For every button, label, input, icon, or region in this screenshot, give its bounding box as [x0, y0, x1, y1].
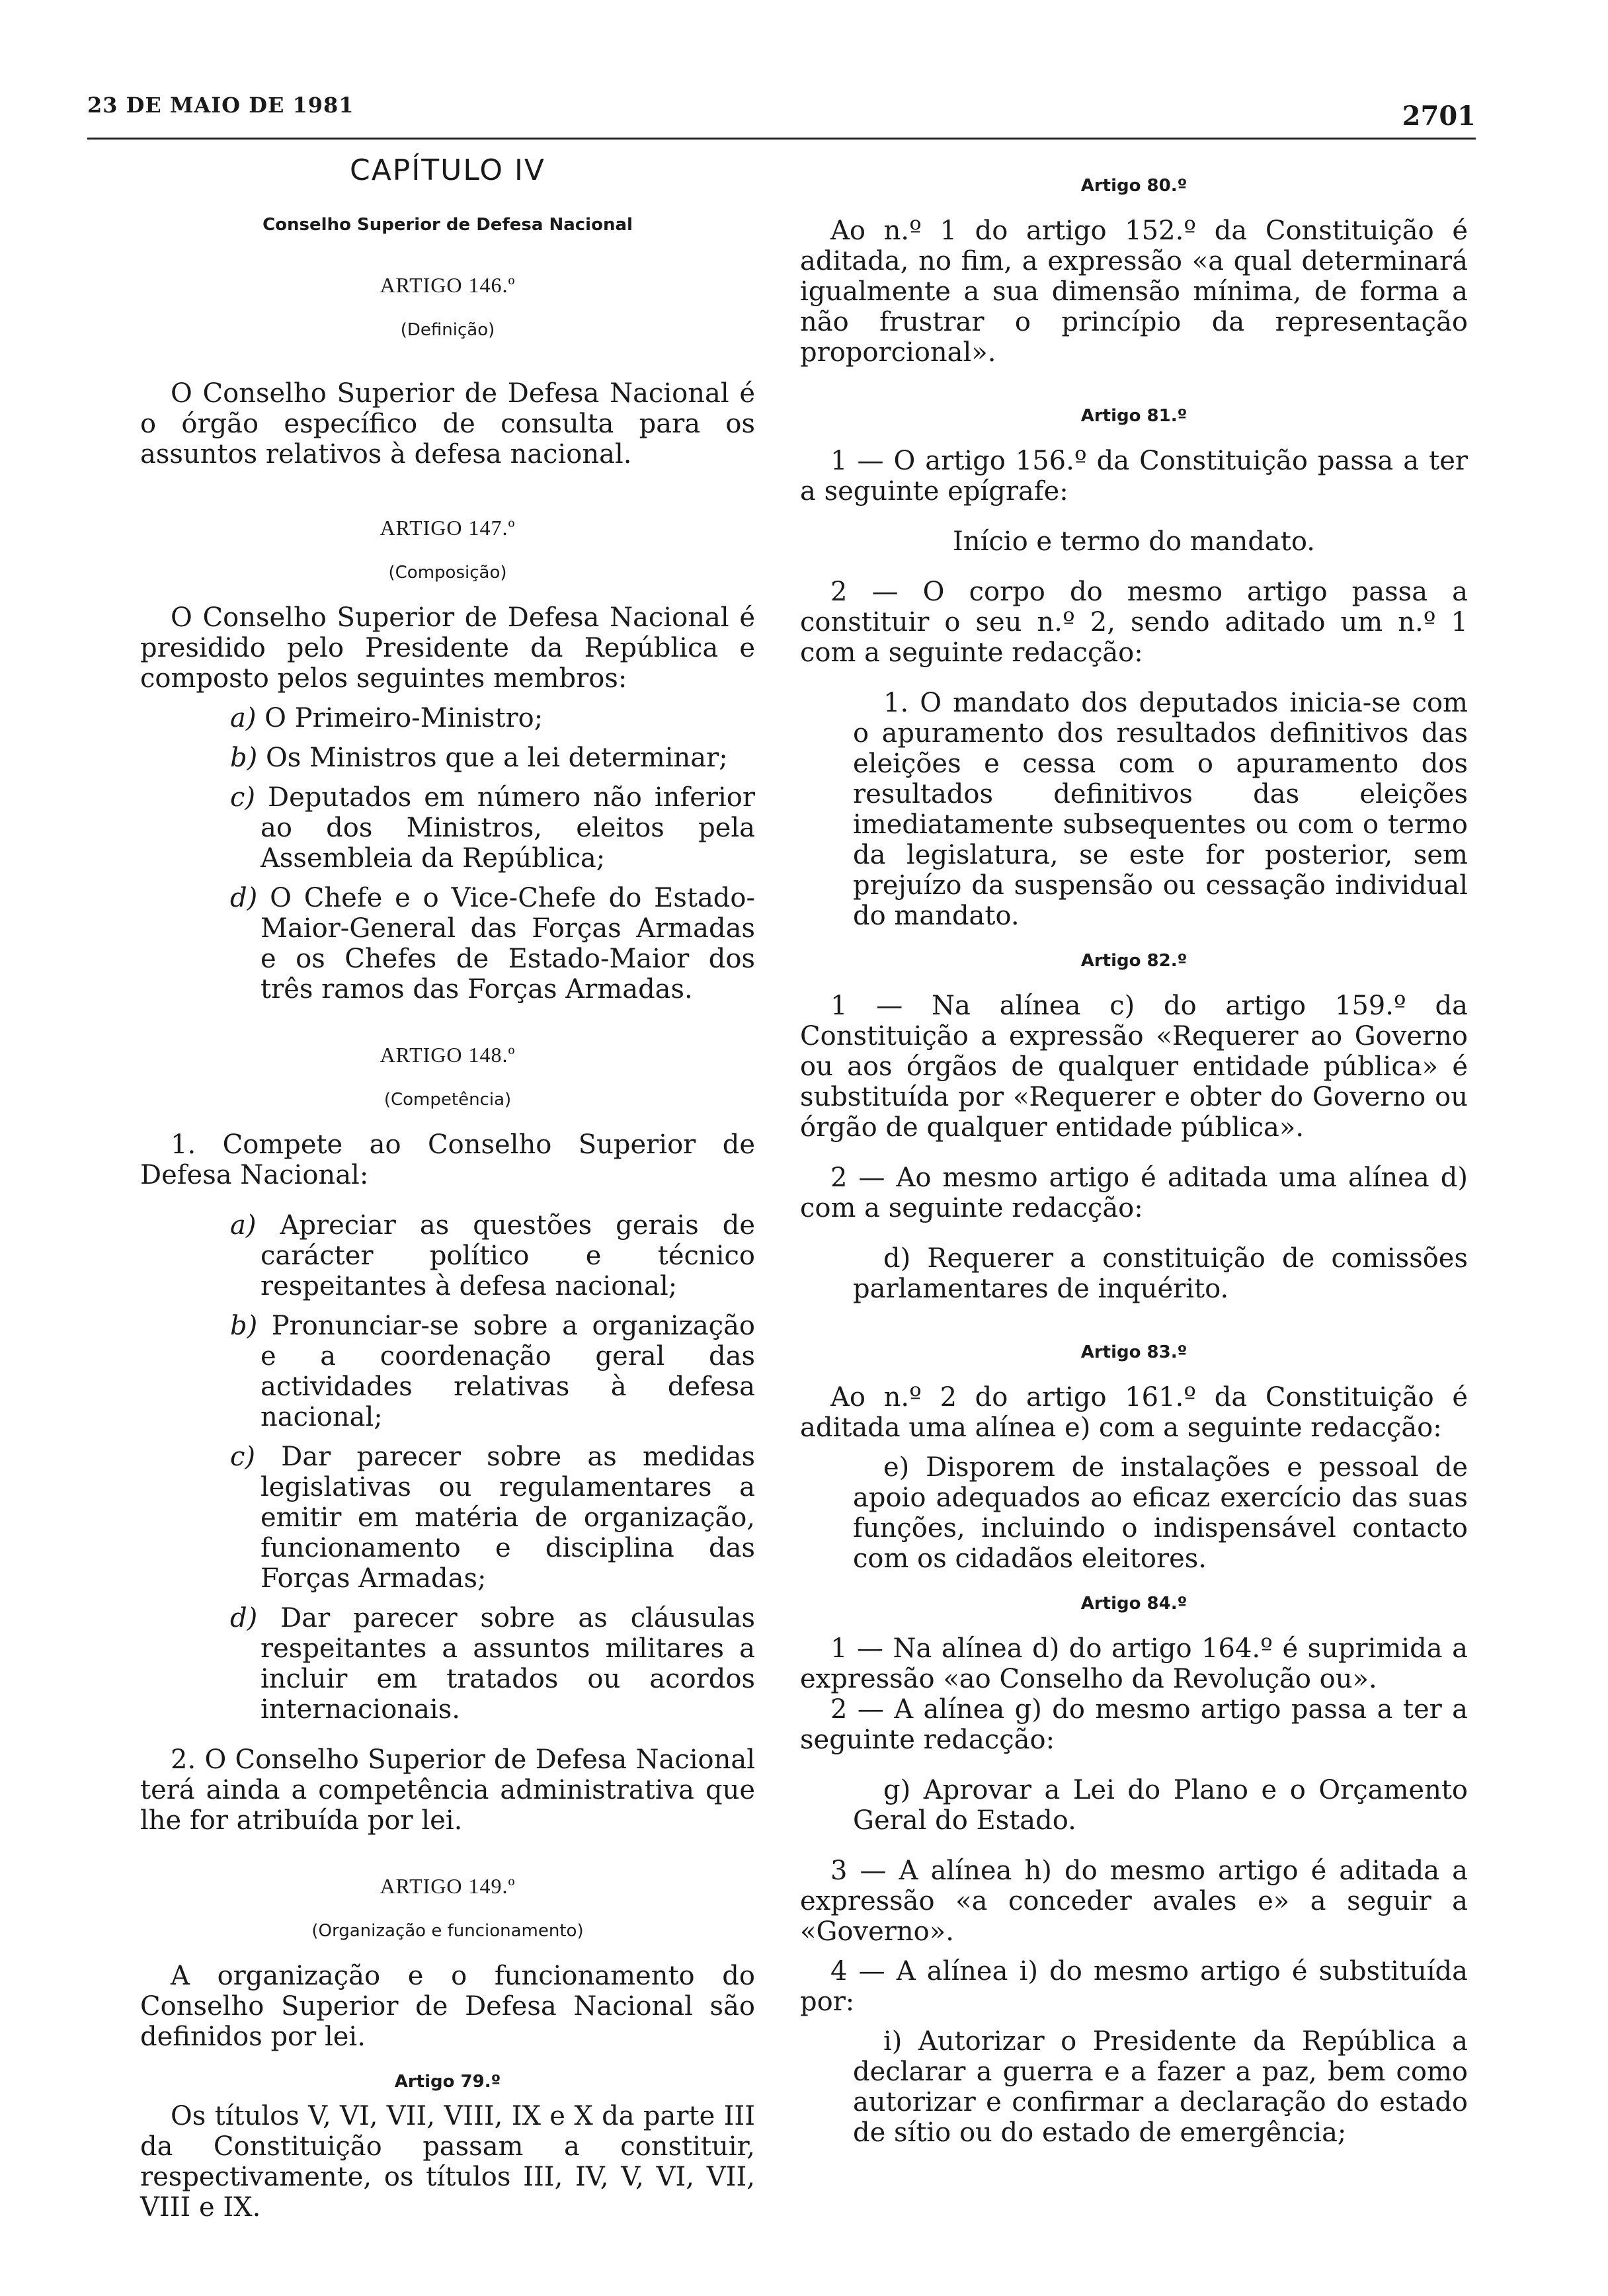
article-81-quote: 1. O mandato dos deputados inicia-se com o apuramento dos resultados definitivos das eleições e cessa com o apuramento dos resultados definitivos das eleições imediatamente subsequentes ou com o termo da legislatura, se este for posterior, sem prejuízo da suspensão ou cessação individual do mandato.: [853, 688, 1468, 931]
article-81-p1: 1 — O artigo 156.º da Constituição passa a ter a seguinte epígrafe:: [800, 446, 1468, 507]
article-147-subtitle: (Composição): [388, 563, 507, 583]
article-148-p1: 1. Compete ao Conselho Superior de Defesa Nacional:: [140, 1129, 755, 1190]
article-148-p2: 2. O Conselho Superior de Defesa Nacional terá ainda a competência administrativa que lhe for atribuída por lei.: [140, 1744, 755, 1836]
article-148-item: [140, 1442, 755, 1594]
article-147-item: [140, 743, 755, 773]
item-letter: d): [230, 883, 258, 913]
article-146-heading: ARTIGO 146.º: [380, 273, 516, 297]
item-letter: c): [230, 1442, 256, 1472]
article-147-item: [140, 883, 755, 1004]
article-83-text: Ao n.º 2 do artigo 161.º da Constituição é aditada uma alínea e) com a seguinte redacção:: [800, 1382, 1468, 1443]
article-81-p2: 2 — O corpo do mesmo artigo passa a constituir o seu n.º 2, sendo aditado um n.º 1 com a seguinte redacção:: [800, 577, 1468, 668]
item-text: Deputados em número não inferior ao dos Ministros, eleitos pela Assembleia da República;: [261, 782, 756, 874]
page-header: [87, 93, 1476, 139]
article-83-quote: e) Disporem de instalações e pessoal de apoio adequados ao eficaz exercício das suas funções, incluindo o indispensável contacto com os cidadãos eleitores.: [853, 1452, 1468, 1574]
item-letter: a): [230, 703, 257, 733]
article-81-heading: Artigo 81.º: [1080, 406, 1187, 426]
chapter-title: CAPÍTULO IV: [349, 153, 546, 187]
article-147-intro: O Conselho Superior de Defesa Nacional é presidido pelo Presidente da República e composto pelos seguintes membros:: [140, 602, 755, 694]
item-text: Os Ministros que a lei determinar;: [265, 743, 728, 773]
article-84-p3: 3 — A alínea h) do mesmo artigo é aditada a expressão «a conceder avales e» a seguir a «Governo».: [800, 1856, 1468, 1947]
article-84-p4: 4 — A alínea i) do mesmo artigo é substituída por:: [800, 1956, 1468, 2017]
item-letter: b): [230, 1311, 258, 1341]
page-number: 2701: [1402, 101, 1476, 132]
article-147-heading: ARTIGO 147.º: [380, 516, 516, 540]
item-text: Dar parecer sobre as medidas legislativas ou regulamentares a emitir em matéria de organização, funcionamento e disciplina das Forças Armadas;: [261, 1442, 756, 1594]
article-148-item: [140, 1311, 755, 1432]
article-82-p2: 2 — Ao mesmo artigo é aditada uma alínea d) com a seguinte redacção:: [800, 1163, 1468, 1223]
article-149-heading: ARTIGO 149.º: [380, 1874, 516, 1898]
article-80-text: Ao n.º 1 do artigo 152.º da Constituição é aditada, no fim, a expressão «a qual determinará igualmente a sua dimensão mínima, de forma a não frustrar o princípio da representação proporcional».: [800, 216, 1468, 368]
item-text: Apreciar as questões gerais de carácter político e técnico respeitantes à defesa nacional;: [261, 1210, 756, 1301]
section-title: Conselho Superior de Defesa Nacional: [262, 215, 633, 235]
article-148-heading: ARTIGO 148.º: [380, 1043, 516, 1067]
item-letter: b): [230, 743, 258, 773]
item-text: Dar parecer sobre as cláusulas respeitantes a assuntos militares a incluir em tratados ou acordos internacionais.: [261, 1603, 756, 1725]
article-84-p1: 1 — Na alínea d) do artigo 164.º é suprimida a expressão «ao Conselho da Revolução ou».: [800, 1633, 1468, 1694]
item-text: Pronunciar-se sobre a organização e a coordenação geral das actividades relativas à defesa nacional;: [261, 1311, 755, 1432]
article-147-item: [140, 703, 755, 733]
left-column: [140, 149, 755, 2223]
article-82-heading: Artigo 82.º: [1080, 951, 1187, 971]
right-column: [800, 149, 1468, 2148]
article-82-p1: 1 — Na alínea c) do artigo 159.º da Constituição a expressão «Requerer ao Governo ou aos órgãos de qualquer entidade pública» é substituída por «Requerer e obter do Governo ou órgão de qualquer entidade pública».: [800, 991, 1468, 1143]
header-date: 23 DE MAIO DE 1981: [87, 93, 354, 118]
article-82-quote: d) Requerer a constituição de comissões parlamentares de inquérito.: [853, 1243, 1468, 1304]
article-79-heading: Artigo 79.º: [394, 2072, 501, 2092]
article-81-epigraph: Início e termo do mandato.: [953, 526, 1315, 557]
header-rule: [87, 138, 1476, 140]
article-79-text: Os títulos V, VI, VII, VIII, IX e X da parte III da Constituição passam a constituir, respectivamente, os títulos III, IV, V, VI, VII, VIII e IX.: [140, 2101, 755, 2223]
item-letter: a): [230, 1210, 257, 1241]
item-text: O Primeiro-Ministro;: [264, 703, 543, 733]
article-83-heading: Artigo 83.º: [1080, 1342, 1187, 1362]
article-148-item: [140, 1603, 755, 1725]
article-146-subtitle: (Definição): [400, 320, 495, 340]
article-149-text: A organização e o funcionamento do Conselho Superior de Defesa Nacional são definidos por lei.: [140, 1961, 755, 2052]
article-84-heading: Artigo 84.º: [1080, 1594, 1187, 1614]
article-84-quote-g: g) Aprovar a Lei do Plano e o Orçamento Geral do Estado.: [853, 1775, 1468, 1836]
article-84-quote-i: i) Autorizar o Presidente da República a declarar a guerra e a fazer a paz, bem como autorizar e confirmar a declaração do estado de sítio ou do estado de emergência;: [853, 2026, 1468, 2148]
article-146-text: O Conselho Superior de Defesa Nacional é o órgão específico de consulta para os assuntos relativos à defesa nacional.: [140, 378, 755, 470]
item-letter: d): [230, 1603, 258, 1633]
article-147-item: [140, 782, 755, 874]
article-80-heading: Artigo 80.º: [1080, 176, 1187, 196]
item-text: O Chefe e o Vice-Chefe do Estado-Maior-General das Forças Armadas e os Chefes de Estado-Maior dos três ramos das Forças Armadas.: [261, 883, 755, 1004]
article-84-p2: 2 — A alínea g) do mesmo artigo passa a ter a seguinte redacção:: [800, 1694, 1468, 1755]
item-letter: c): [230, 782, 256, 813]
article-149-subtitle: (Organização e funcionamento): [311, 1921, 584, 1941]
article-148-item: [140, 1210, 755, 1301]
article-148-subtitle: (Competência): [383, 1090, 512, 1110]
